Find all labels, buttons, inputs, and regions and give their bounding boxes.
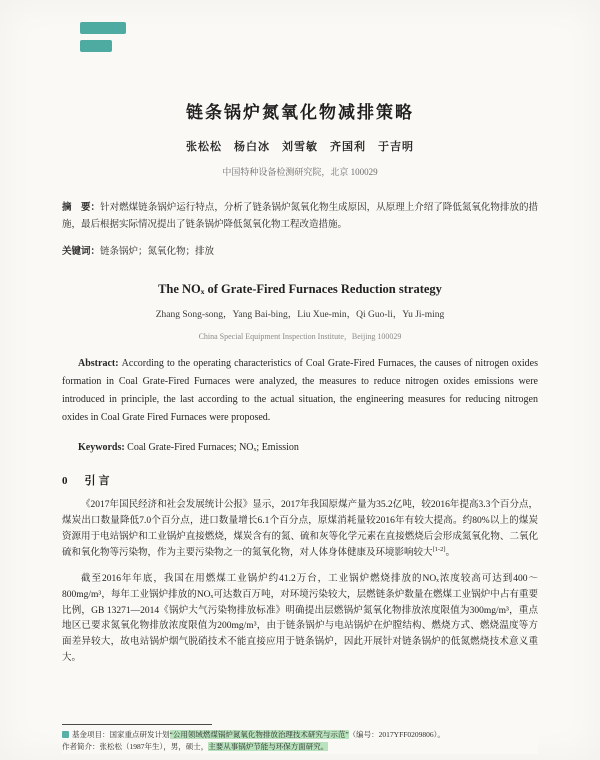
author-bio-note [62, 741, 538, 754]
para1-tail: 。 [445, 548, 456, 559]
keywords-label-cn: 关键词： [62, 247, 101, 258]
affiliation-en: China Special Equipment Inspection Institute，Beijing 100029 [198, 332, 402, 342]
abstract-en [62, 355, 538, 427]
footnote-area [62, 720, 538, 755]
paper-title-cn: 链条锅炉氮氧化物减排策略 [186, 103, 414, 122]
keywords-text-cn: 链条锅炉；氮氧化物；排放 [100, 247, 215, 258]
authors-en: Zhang Song-song，Yang Bai-bing，Liu Xue-min，Qi Guo-li，Yu Ji-ming [155, 310, 445, 321]
affiliation-cn: 中国特种设备检测研究院，北京 100029 [222, 167, 378, 177]
author-bio-text: 作者简介：张松松（1987年生），男，硕士， [62, 742, 209, 752]
footnote-divider [62, 724, 212, 725]
para1-text: 《2017年国民经济和社会发展统计公报》显示，2017年我国原煤产量为35.2亿吨，较2016年提高3.3个百分点，煤炭出口数量降低7.0个百分点，进口数量增长6.1个百分点，原煤消耗量较2016年有较大提高。约80%以上的煤炭资源用于电站锅炉和工业锅炉直接燃烧，煤炭含有的氮、硫和灰等化学元素在直接燃烧后会形成氮氧化物、二氧化硫和氧化物等污染物，作为主要污染物之一的氮氧化物，对人体身体健康及环境影响较大 [62, 500, 538, 559]
authors-cn: 张松松 杨白冰 刘雪敏 齐国利 于吉明 [186, 141, 414, 153]
fund-project-note [62, 729, 538, 742]
keywords-en [62, 442, 538, 453]
intro-paragraph-2: 截至2016年年底，我国在用燃煤工业锅炉约41.2万台，工业锅炉燃烧排放的NOₓ浓度较高可达到400～800mg/m³，每年工业锅炉排放的NOₓ可达数百万吨，对环境污染较大，层燃链条炉数量在燃煤工业锅炉中占有重要比例，GB 13271—2014《锅炉大气污染物排放标准》明确提出层燃锅炉氮氧化物排放浓度限值为300mg/m³，重点地区已要求氮氧化物排放浓度限值为200mg/m³，由于链条锅炉与电站锅炉在炉膛结构、燃烧方式、燃烧温度等方面差异较大，故电站锅炉烟气脱硝技术不能直接应用于链条锅炉，因此开展针对链条锅炉的低氮燃烧技术意义重大。 [62, 574, 538, 663]
author-bio-highlight: 主要从事锅炉节能与环保方面研究。 [208, 742, 329, 752]
scan-stamp-icon [80, 40, 112, 52]
scan-stamp-icon [80, 22, 126, 34]
section-heading-introduction: 0 引言 [62, 475, 113, 488]
keywords-text-en: Coal Grate-Fired Furnaces; NOₓ; Emission [127, 442, 299, 454]
abstract-text-en: According to the operating characteristics of Coal Grate-Fired Furnaces, the causes of nitrogen oxides formation in Coal Grate-Fired Furnaces were analyzed, the measures to reduce nitrogen oxides emissions were introduced in principle, the last according to the actual situation, the engineering measures for reducing nitrogen oxides in Coal Grate Fired Furnaces were proposed. [62, 358, 538, 424]
fund-note-text: 基金项目：国家重点研发计划 [72, 729, 170, 739]
abstract-cn [62, 200, 538, 233]
fund-note-highlight: “公用领域燃煤锅炉氮氧化物排放治理技术研究与示范” [169, 729, 349, 739]
reference-superscript: [1-2] [432, 546, 446, 554]
keywords-cn [62, 244, 538, 260]
keywords-label-en: Keywords: [78, 442, 128, 454]
fund-note-number: （编号：2017YFF0209806）。 [348, 729, 445, 739]
abstract-label-cn: 摘 要： [62, 203, 101, 213]
intro-paragraph-1 [62, 498, 538, 562]
abstract-label-en: Abstract: [78, 358, 122, 370]
abstract-text-cn: 针对燃煤链条锅炉运行特点，分析了链条锅炉氮氧化物生成原因，从原理上介绍了降低氮氧化物排放的措施，最后根据实际情况提出了链条锅炉降低氮氧化物工程改造措施。 [62, 203, 538, 230]
paper-title-en: The NOₓ of Grate-Fired Furnaces Reduction strategy [158, 282, 442, 297]
footnote-stamp-icon [62, 731, 69, 738]
